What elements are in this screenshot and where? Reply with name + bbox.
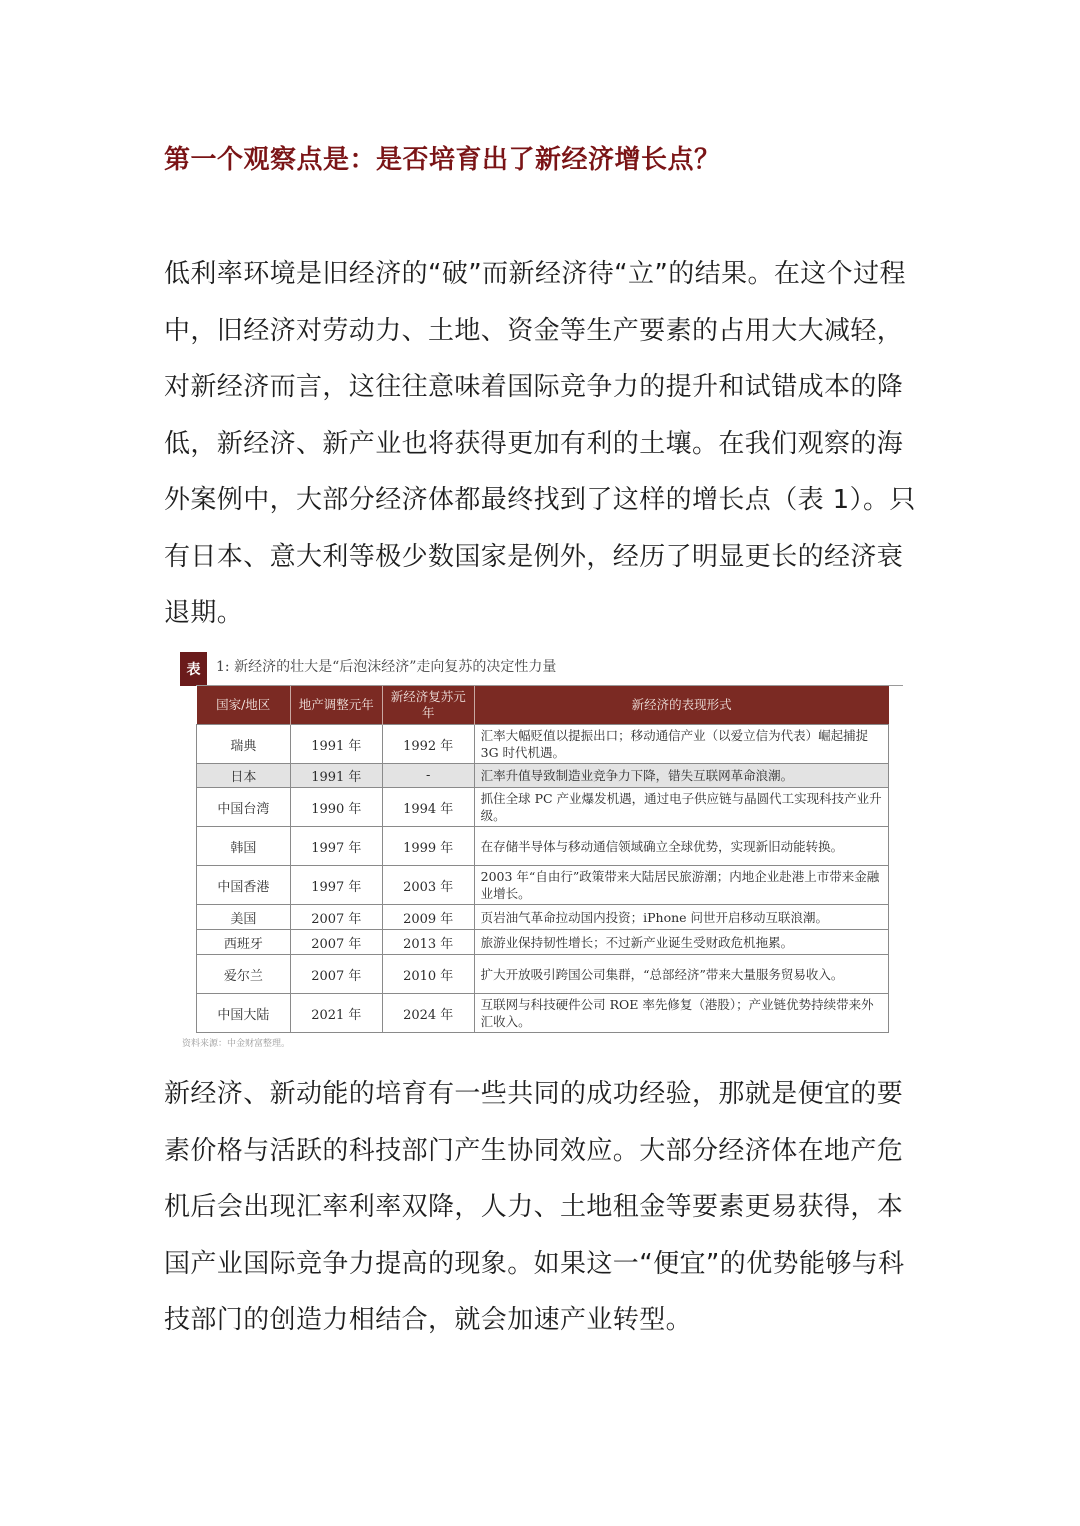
cell-recover: 1992 年	[382, 725, 474, 764]
table-tag: 表	[180, 652, 207, 686]
table-row	[197, 827, 889, 866]
cell-recover: 2003 年	[382, 866, 474, 905]
cell-recover: 1994 年	[382, 788, 474, 827]
cell-adjust: 2007 年	[290, 930, 382, 955]
table-row	[197, 866, 889, 905]
cell-region: 爱尔兰	[197, 955, 291, 994]
cell-adjust: 2021 年	[290, 994, 382, 1033]
header-adjust-year: 地产调整元年	[290, 686, 382, 725]
table-caption	[180, 652, 905, 686]
header-form: 新经济的表现形式	[474, 686, 888, 725]
table-row	[197, 725, 889, 764]
cell-region: 美国	[197, 905, 291, 930]
table-row	[197, 994, 889, 1033]
cell-form: 汇率升值导致制造业竞争力下降，错失互联网革命浪潮。	[474, 764, 888, 788]
cell-adjust: 1990 年	[290, 788, 382, 827]
cell-region: 瑞典	[197, 725, 291, 764]
cell-form: 页岩油气革命拉动国内投资；iPhone 问世开启移动互联浪潮。	[474, 905, 888, 930]
table-header-row	[197, 686, 889, 725]
table-row	[197, 764, 889, 788]
cell-recover: 2013 年	[382, 930, 474, 955]
cell-recover: -	[382, 764, 474, 788]
cell-region: 中国香港	[197, 866, 291, 905]
cell-adjust: 2007 年	[290, 905, 382, 930]
intro-paragraph: 低利率环境是旧经济的“破”而新经济待“立”的结果。在这个过程中，旧经济对劳动力、土地、资金等生产要素的占用大大减轻，对新经济而言，这往往意味着国际竞争力的提升和试错成本的降低，新经济、新产业也将获得更加有利的土壤。在我们观察的海外案例中，大部分经济体都最终找到了这样的增长点（表 1）。只有日本、意大利等极少数国家是例外，经历了明显更长的经济衰退期。	[164, 259, 916, 628]
cell-form: 旅游业保持韧性增长；不过新产业诞生受财政危机拖累。	[474, 930, 888, 955]
cell-region: 西班牙	[197, 930, 291, 955]
table-row	[197, 955, 889, 994]
header-region: 国家/地区	[197, 686, 291, 725]
conclusion-paragraph: 新经济、新动能的培育有一些共同的成功经验，那就是便宜的要素价格与活跃的科技部门产生协同效应。大部分经济体在地产危机后会出现汇率利率双降，人力、土地租金等要素更易获得，本国产业国际竞争力提高的现象。如果这一“便宜”的优势能够与科技部门的创造力相结合，就会加速产业转型。	[164, 1079, 905, 1335]
section-heading: 第一个观察点是：是否培育出了新经济增长点？	[164, 145, 721, 175]
cell-adjust: 1997 年	[290, 827, 382, 866]
new-economy-table	[196, 686, 889, 1033]
cell-region: 中国大陆	[197, 994, 291, 1033]
cell-region: 日本	[197, 764, 291, 788]
table-figure	[180, 652, 905, 1049]
cell-recover: 2010 年	[382, 955, 474, 994]
cell-region: 中国台湾	[197, 788, 291, 827]
cell-adjust: 2007 年	[290, 955, 382, 994]
cell-region: 韩国	[197, 827, 291, 866]
cell-adjust: 1991 年	[290, 764, 382, 788]
cell-form: 扩大开放吸引跨国公司集群，“总部经济”带来大量服务贸易收入。	[474, 955, 888, 994]
cell-adjust: 1997 年	[290, 866, 382, 905]
cell-recover: 2024 年	[382, 994, 474, 1033]
table-row	[197, 905, 889, 930]
cell-form: 抓住全球 PC 产业爆发机遇，通过电子供应链与晶圆代工实现科技产业升级。	[474, 788, 888, 827]
cell-recover: 2009 年	[382, 905, 474, 930]
cell-form: 汇率大幅贬值以提振出口；移动通信产业（以爱立信为代表）崛起捕捉 3G 时代机遇。	[474, 725, 888, 764]
cell-form: 在存储半导体与移动通信领域确立全球优势，实现新旧动能转换。	[474, 827, 888, 866]
table-row	[197, 930, 889, 955]
cell-adjust: 1991 年	[290, 725, 382, 764]
table-source: 资料来源：中金财富整理。	[182, 1039, 291, 1049]
cell-form: 互联网与科技硬件公司 ROE 率先修复（港股）；产业链优势持续带来外汇收入。	[474, 994, 888, 1033]
cell-form: 2003 年“自由行”政策带来大陆居民旅游潮；内地企业赴港上市带来金融业增长。	[474, 866, 888, 905]
table-row	[197, 788, 889, 827]
header-recover-year: 新经济复苏元年	[382, 686, 474, 725]
table-title: 1: 新经济的壮大是“后泡沫经济”走向复苏的决定性力量	[216, 659, 557, 675]
cell-recover: 1999 年	[382, 827, 474, 866]
